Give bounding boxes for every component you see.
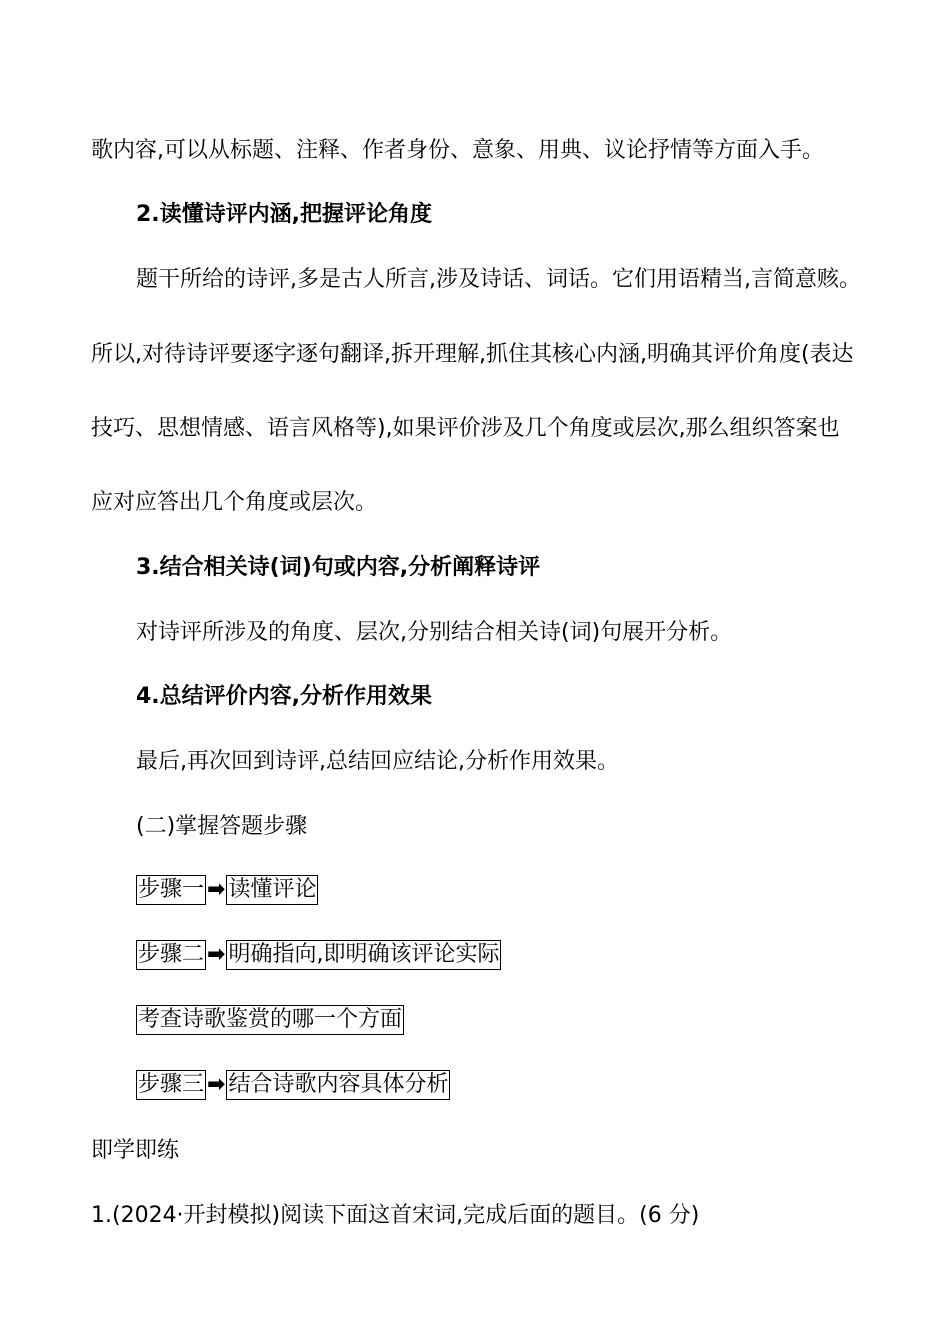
paragraph-line: 所以,对待诗评要逐字逐句翻译,拆开理解,抓住其核心内涵,明确其评价角度(表达 xyxy=(91,342,854,367)
paragraph-continuation: 歌内容,可以从标题、注释、作者身份、意象、用典、议论抒情等方面入手。 xyxy=(91,138,824,163)
right-arrow-icon: ➡ xyxy=(207,877,226,902)
paragraph-line: 应对应答出几个角度或层次。 xyxy=(91,490,378,515)
right-arrow-icon: ➡ xyxy=(207,942,226,967)
step-row-1 xyxy=(136,875,318,905)
right-arrow-icon: ➡ xyxy=(207,1072,226,1097)
step-label-box: 步骤二 xyxy=(136,940,206,970)
practice-question-1: 1.(2024·开封模拟)阅读下面这首宋词,完成后面的题目。(6 分) xyxy=(91,1203,700,1228)
step-text-box: 读懂评论 xyxy=(226,875,318,905)
step-row-2 xyxy=(136,940,501,970)
step-text-box: 明确指向,即明确该评论实际 xyxy=(226,940,501,970)
section-heading-2: 2.读懂诗评内涵,把握评论角度 xyxy=(136,202,433,227)
step-row-3 xyxy=(136,1070,450,1100)
section-heading-4: 4.总结评价内容,分析作用效果 xyxy=(136,684,433,709)
step-label-box: 步骤一 xyxy=(136,875,206,905)
step-row-2-continuation xyxy=(136,1005,404,1035)
practice-heading: 即学即练 xyxy=(91,1138,180,1163)
step-text-box: 结合诗歌内容具体分析 xyxy=(226,1070,450,1100)
paragraph-line: 对诗评所涉及的角度、层次,分别结合相关诗(词)句展开分析。 xyxy=(136,620,733,645)
paragraph-line: 技巧、思想情感、语言风格等),如果评价涉及几个角度或层次,那么组织答案也 xyxy=(91,416,840,441)
paragraph-line: 题干所给的诗评,多是古人所言,涉及诗话、词话。它们用语精当,言简意赅。 xyxy=(136,267,861,292)
subsection-heading: (二)掌握答题步骤 xyxy=(136,814,308,839)
section-heading-3: 3.结合相关诗(词)句或内容,分析阐释诗评 xyxy=(136,555,541,580)
step-text-box: 考查诗歌鉴赏的哪一个方面 xyxy=(136,1005,404,1035)
paragraph-line: 最后,再次回到诗评,总结回应结论,分析作用效果。 xyxy=(136,749,619,774)
step-label-box: 步骤三 xyxy=(136,1070,206,1100)
